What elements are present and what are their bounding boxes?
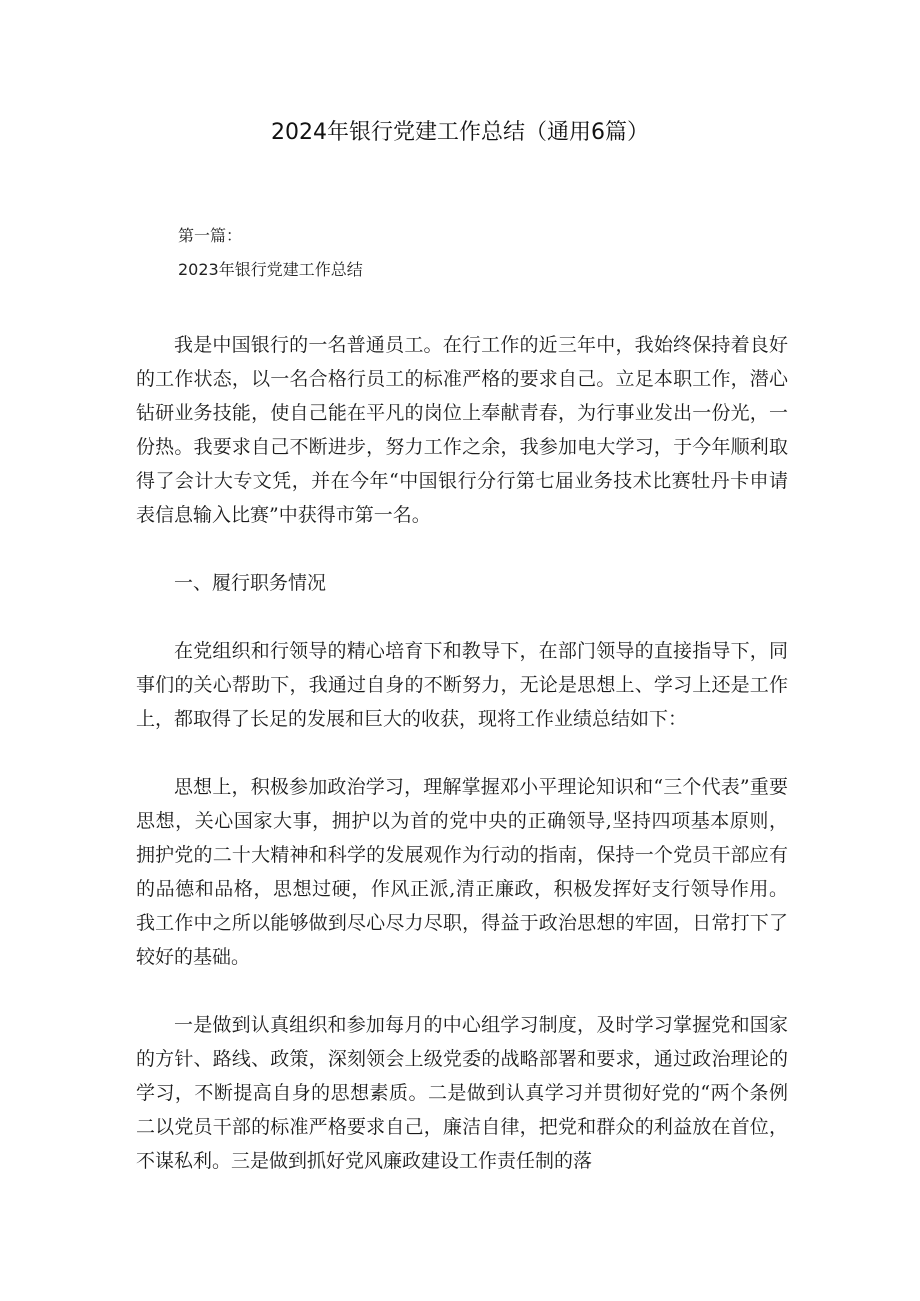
section-label: 第一篇： (178, 226, 243, 245)
paragraph-duties: 在党组织和行领导的精心培育下和教导下，在部门领导的直接指导下，同事们的关心帮助下，我通过自身的不断努力，无论是思想上、学习上还是工作上，都取得了长足的发展和巨大的收获，现将工作业绩总结如下： (136, 640, 788, 730)
section-heading: 一、履行职务情况 (174, 572, 327, 594)
document-title: 2024年银行党建工作总结（通用6篇） (271, 120, 649, 145)
paragraph-ideology: 思想上，积极参加政治学习，理解掌握邓小平理论知识和“三个代表”重要思想，关心国家大事，拥护以为首的党中央的正确领导,坚持四项基本原则，拥护党的二十大精神和科学的发展观作为行动的指南，保持一个党员干部应有的品德和品格，思想过硬，作风正派,清正廉政，积极发挥好支行领导作用。我工作中之所以能够做到尽心尽力尽职，得益于政治思想的牢固，日常打下了较好的基础。 (136, 776, 788, 968)
paragraph-intro: 我是中国银行的一名普通员工。在行工作的近三年中，我始终保持着良好的工作状态，以一名合格行员工的标准严格的要求自己。立足本职工作，潜心钻研业务技能，使自己能在平凡的岗位上奉献青春，为行事业发出一份光，一份热。我要求自己不断进步，努力工作之余，我参加电大学习，于今年顺利取得了会计大专文凭，并在今年“中国银行分行第七届业务技术比赛牡丹卡申请表信息输入比赛”中获得市第一名。 (136, 334, 788, 526)
section-title: 2023年银行党建工作总结 (178, 260, 363, 279)
paragraph-study: 一是做到认真组织和参加每月的中心组学习制度，及时学习掌握党和国家的方针、路线、政策，深刻领会上级党委的战略部署和要求，通过政治理论的学习，不断提高自身的思想素质。二是做到认真学习并贯彻好党的“两个条例二以党员干部的标准严格要求自己，廉洁自律，把党和群众的利益放在首位，不谋私利。三是做到抓好党风廉政建设工作责任制的落 (136, 1014, 788, 1172)
document-body (136, 328, 788, 1178)
